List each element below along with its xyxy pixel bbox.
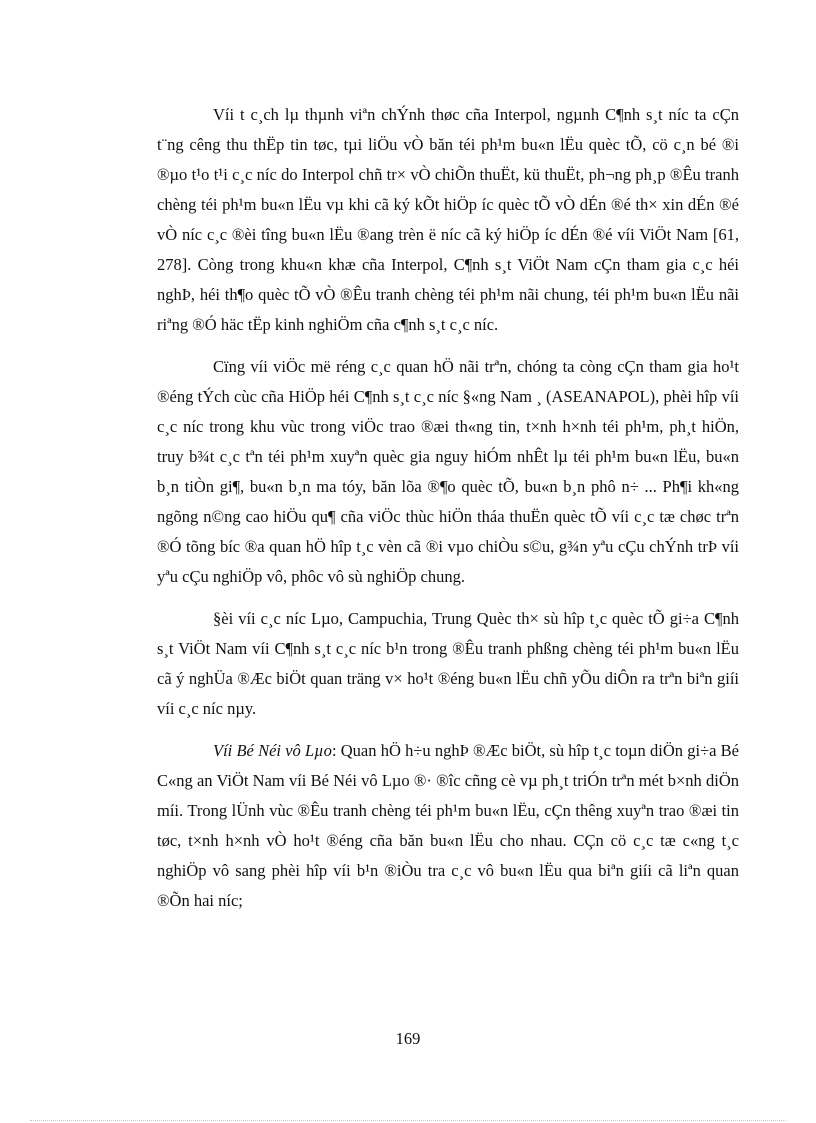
paragraph-interpol	[157, 100, 739, 340]
bottom-divider	[30, 1120, 786, 1121]
paragraph-text: : Quan hÖ h÷u nghÞ ®Æc biÖt, sù hîp t¸c toµn diÖn gi÷a Bé C«ng an ViÖt Nam víi Bé Néi vô Lµo ®· ®îc cñng cè vµ ph¸t triÓn trªn mét b×nh diÖn míi. Trong lÜnh vùc ®Êu tranh chèng téi ph¹m bu«n lËu, cÇn thêng xuyªn trao ®æi tin tøc, t×nh h×nh vÒ ho¹t ®éng cña băn bu«n lËu cho nhau. CÇn cö c¸c tæ c«ng t¸c nghiÖp vô sang phèi hîp víi b¹n ®iÒu tra c¸c vô bu«n lËu qua biªn giíi cã liªn quan ®Õn hai níc;	[157, 741, 739, 910]
paragraph-lead: Víi Bé Néi vô Lµo	[213, 741, 332, 760]
paragraph-neighbours	[157, 604, 739, 724]
body-text	[157, 100, 739, 916]
paragraph-aseanapol	[157, 352, 739, 592]
paragraph-text: Víi t c¸ch lµ thµnh viªn chÝnh thøc cña Interpol, ngµnh C¶nh s¸t níc ta cÇn t¨ng cêng thu thËp tin tøc, tµi liÖu vÒ băn téi ph¹m bu«n lËu quèc tÕ, cö c¸n bé ®i ®µo t¹o t¹i c¸c níc do Interpol chñ tr× vÒ chiÕn thuËt, kü thuËt, ph¬ng ph¸p ®Êu tranh chèng téi ph¹m bu«n lËu vµ khi cã ký kÕt hiÖp íc quèc tÕ vÒ dÉn ®é th× xin dÉn ®é vÒ níc c¸c ®èi tîng bu«n lËu ®ang trèn ë níc cã ký hiÖp íc dÉn ®é víi ViÖt Nam [61, 278]. Còng trong khu«n khæ cña Interpol, C¶nh s¸t ViÖt Nam cÇn tham gia c¸c héi nghÞ, héi th¶o quèc tÕ vÒ ®Êu tranh chèng téi ph¹m nãi chung, téi ph¹m bu«n lËu nãi riªng ®Ó häc tËp kinh nghiÖm cña c¶nh s¸t c¸c níc.	[157, 105, 739, 334]
paragraph-laos	[157, 736, 739, 916]
paragraph-text: §èi víi c¸c níc Lµo, Campuchia, Trung Quèc th× sù hîp t¸c quèc tÕ gi÷a C¶nh s¸t ViÖt Nam víi C¶nh s¸t c¸c níc b¹n trong ®Êu tranh phßng chèng téi ph¹m bu«n lËu cã ý nghÜa ®Æc biÖt quan träng v× ho¹t ®éng bu«n lËu chñ yÕu diÔn ra trªn biªn giíi víi c¸c níc nµy.	[157, 609, 739, 718]
paragraph-text: Cïng víi viÖc më réng c¸c quan hÖ nãi trªn, chóng ta còng cÇn tham gia ho¹t ®éng tÝch cùc cña HiÖp héi C¶nh s¸t c¸c níc §«ng Nam ¸ (ASEANAPOL), phèi hîp víi c¸c níc trong khu vùc trong viÖc trao ®æi th«ng tin, t×nh h×nh téi ph¹m, ph¸t hiÖn, truy b¾t c¸c tªn téi ph¹m xuyªn quèc gia nguy hiÓm nhÊt lµ téi ph¹m bu«n lËu, bu«n b¸n tiÒn gi¶, bu«n b¸n ma tóy, băn lõa ®¶o quèc tÕ, bu«n b¸n phô n÷ ... Ph¶i kh«ng ngõng n©ng cao hiÖu qu¶ cña viÖc thùc hiÖn tháa thuËn quèc tÕ víi c¸c tæ chøc trªn ®Ó tõng bíc ®a quan hÖ hîp t¸c vèn cã ®i vµo chiÒu s©u, g¾n yªu cÇu chÝnh trÞ víi yªu cÇu nghiÖp vô, phôc vô sù nghiÖp chung.	[157, 357, 739, 586]
page-number: 169	[395, 1029, 421, 1048]
